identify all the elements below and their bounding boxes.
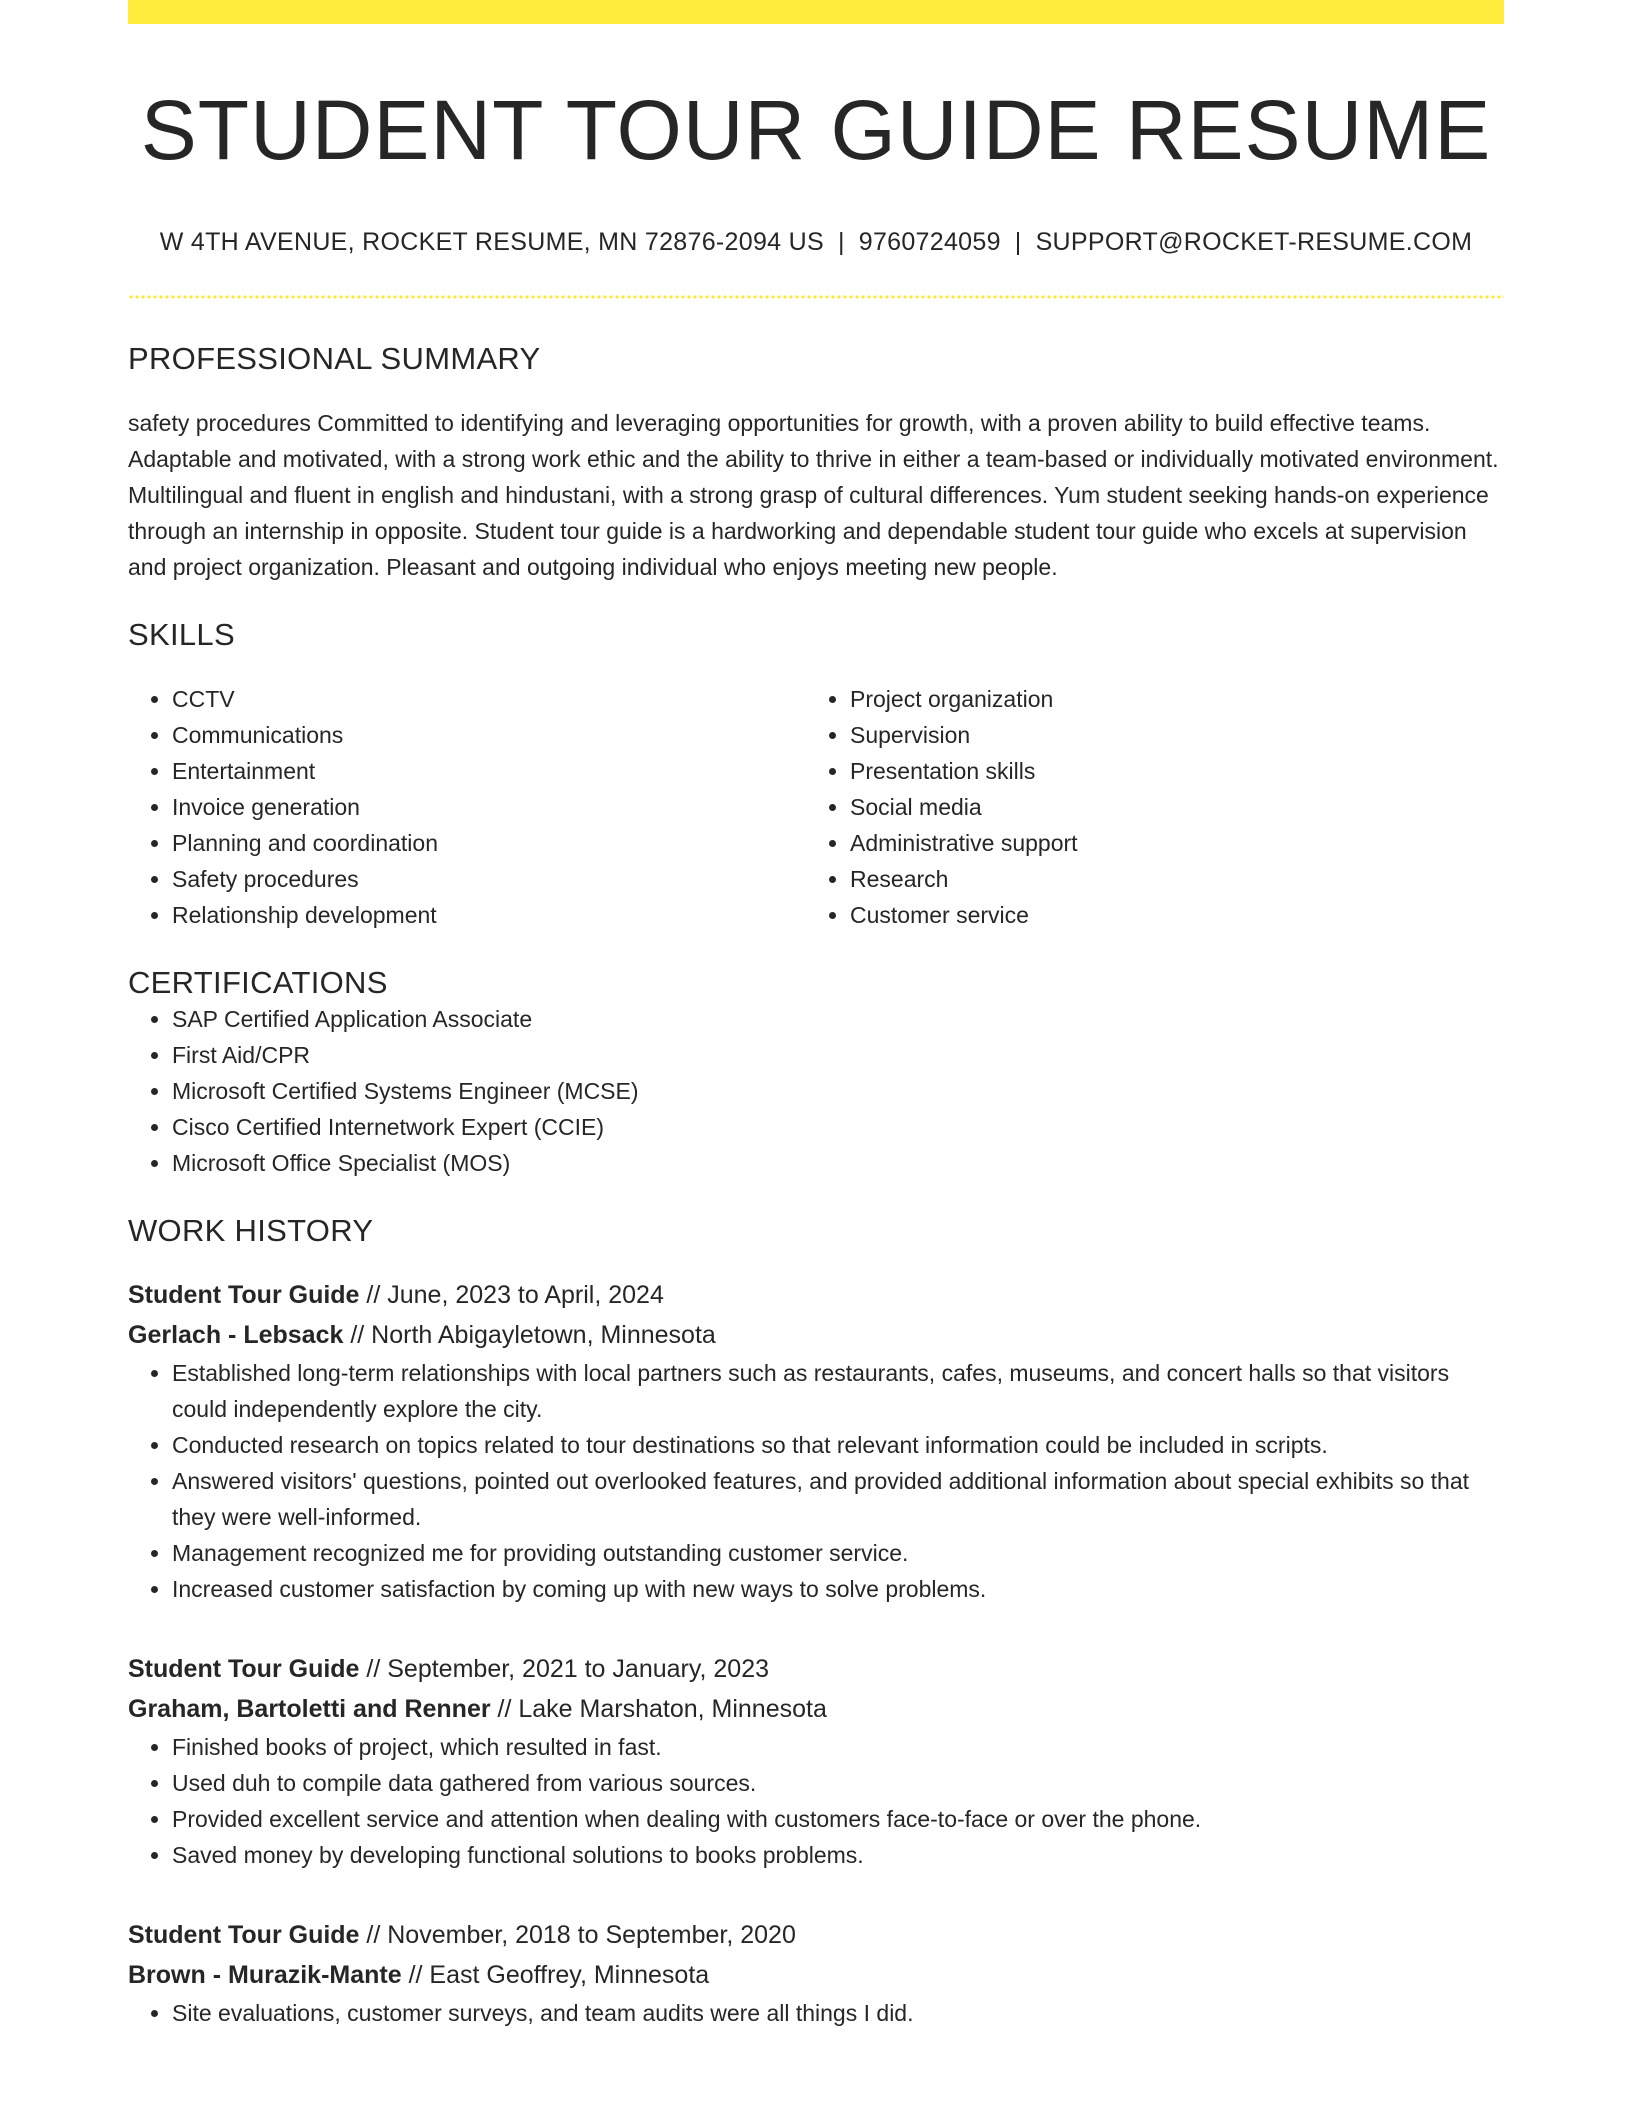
dotted-divider	[128, 295, 1504, 299]
skills-column-right	[806, 681, 1484, 933]
job-bullet: • Saved money by developing functional solutions to books problems.	[172, 1837, 1504, 1873]
job-bullet: • Provided excellent service and attention when dealing with customers face-to-face or over the phone.	[172, 1801, 1504, 1837]
job-bullet: • Used duh to compile data gathered from various sources.	[172, 1765, 1504, 1801]
certification-item: • SAP Certified Application Associate	[172, 1001, 1504, 1037]
job-dates: // September, 2021 to January, 2023	[359, 1655, 770, 1684]
skill-item: • CCTV	[172, 681, 806, 717]
job-bullets	[128, 1995, 1504, 2031]
job-role-line	[128, 1915, 1504, 1955]
job-bullet: • Management recognized me for providing outstanding customer service.	[172, 1535, 1504, 1571]
job-bullet: • Conducted research on topics related to tour destinations so that relevant information could be included in scripts.	[172, 1427, 1504, 1463]
contact-address: W 4TH AVENUE, ROCKET RESUME, MN 72876-2094 US	[159, 228, 824, 257]
certification-item: • Microsoft Office Specialist (MOS)	[172, 1145, 1504, 1181]
skills-column-left	[128, 681, 806, 933]
job-company: Gerlach - Lebsack	[128, 1321, 344, 1350]
skill-item: • Invoice generation	[172, 789, 806, 825]
contact-separator: |	[837, 228, 845, 257]
contact-email: SUPPORT@ROCKET-RESUME.COM	[1035, 228, 1473, 257]
skill-item: • Planning and coordination	[172, 825, 806, 861]
job-entry	[128, 1915, 1504, 2031]
job-bullet: • Established long-term relationships with local partners such as restaurants, cafes, museums, and concert halls so that visitors could independently explore the city.	[172, 1355, 1504, 1427]
skill-item: • Project organization	[850, 681, 1484, 717]
skills-list-right	[806, 681, 1484, 933]
summary-text: safety procedures Committed to identifying and leveraging opportunities for growth, with a proven ability to build effective teams. Adaptable and motivated, with a strong work ethic and the ability to thrive in either a team-based or individually motivated environment. Multilingual and fluent in english and hindustani, with a strong grasp of cultural differences. Yum student seeking hands-on experience through an internship in opposite. Student tour guide is a hardworking and dependable student tour guide who excels at supervision and project organization. Pleasant and outgoing individual who enjoys meeting new people.	[128, 410, 1499, 581]
skill-item: • Relationship development	[172, 897, 806, 933]
job-company-line	[128, 1955, 1504, 1995]
job-company: Graham, Bartoletti and Renner	[128, 1695, 491, 1724]
skills-list-left	[128, 681, 806, 933]
job-role-line	[128, 1649, 1504, 1689]
certification-item: • Microsoft Certified Systems Engineer (MCSE)	[172, 1073, 1504, 1109]
job-bullets	[128, 1355, 1504, 1607]
job-location: // Lake Marshaton, Minnesota	[490, 1695, 827, 1724]
job-location: // North Abigayletown, Minnesota	[343, 1321, 716, 1350]
job-dates: // November, 2018 to September, 2020	[359, 1921, 796, 1950]
skill-item: • Safety procedures	[172, 861, 806, 897]
accent-top-bar	[128, 0, 1504, 24]
job-entry	[128, 1649, 1504, 1873]
skills-grid	[128, 681, 1504, 933]
certification-item: • First Aid/CPR	[172, 1037, 1504, 1073]
job-role-line	[128, 1275, 1504, 1315]
skill-item: • Customer service	[850, 897, 1484, 933]
job-bullet: • Increased customer satisfaction by coming up with new ways to solve problems.	[172, 1571, 1504, 1607]
skill-item: • Presentation skills	[850, 753, 1484, 789]
certifications-heading: CERTIFICATIONS	[128, 965, 388, 1001]
contact-phone: 9760724059	[858, 228, 1001, 257]
job-bullet: • Answered visitors' questions, pointed out overlooked features, and provided additional information about special exhibits so that they were well-informed.	[172, 1463, 1504, 1535]
job-role: Student Tour Guide	[128, 1655, 360, 1684]
skills-heading: SKILLS	[128, 617, 235, 653]
job-company-line	[128, 1315, 1504, 1355]
summary-heading: PROFESSIONAL SUMMARY	[128, 341, 541, 377]
contact-separator: |	[1014, 228, 1022, 257]
skill-item: • Entertainment	[172, 753, 806, 789]
skill-item: • Communications	[172, 717, 806, 753]
skill-item: • Social media	[850, 789, 1484, 825]
job-role: Student Tour Guide	[128, 1921, 360, 1950]
work-history-heading: WORK HISTORY	[128, 1213, 374, 1249]
job-bullet: • Finished books of project, which resulted in fast.	[172, 1729, 1504, 1765]
skill-item: • Research	[850, 861, 1484, 897]
job-entry	[128, 1275, 1504, 1607]
job-company-line	[128, 1689, 1504, 1729]
job-location: // East Geoffrey, Minnesota	[401, 1961, 710, 1990]
job-bullet: • Site evaluations, customer surveys, and team audits were all things I did.	[172, 1995, 1504, 2031]
job-dates: // June, 2023 to April, 2024	[359, 1281, 664, 1310]
job-bullets	[128, 1729, 1504, 1873]
certifications-list	[128, 1001, 1504, 1181]
job-company: Brown - Murazik-Mante	[128, 1961, 402, 1990]
resume-title: STUDENT TOUR GUIDE RESUME	[140, 83, 1492, 177]
resume-page	[128, 0, 1504, 2031]
job-role: Student Tour Guide	[128, 1281, 360, 1310]
skill-item: • Supervision	[850, 717, 1484, 753]
certification-item: • Cisco Certified Internetwork Expert (CCIE)	[172, 1109, 1504, 1145]
skill-item: • Administrative support	[850, 825, 1484, 861]
contact-line	[128, 228, 1504, 257]
